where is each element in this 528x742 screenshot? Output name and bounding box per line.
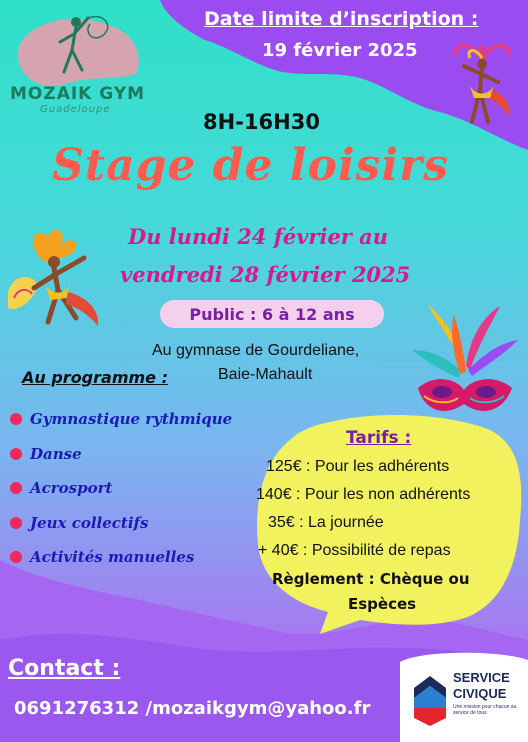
programme-item-label: Gymnastique rythmique (30, 410, 233, 429)
dates-line-2: vendredi 28 février 2025 (120, 262, 411, 287)
public-badge: Public : 6 à 12 ans (160, 300, 384, 328)
logo-name: MOZAIK GYM (10, 84, 146, 104)
tarif-line: 125€ : Pour les adhérents (266, 458, 450, 475)
reglement-line-2: Espèces (348, 595, 417, 613)
programme-item-label: Activités manuelles (30, 548, 195, 567)
hours: 8H-16H30 (203, 110, 320, 134)
venue-line-1: Au gymnase de Gourdeliane, (152, 342, 360, 359)
service-civique-line-2: CIVIQUE (453, 686, 507, 701)
deadline-label: Date limite d’inscription : (204, 8, 479, 30)
service-civique-line-1: SERVICE (453, 670, 510, 685)
deadline-date: 19 février 2025 (262, 40, 418, 61)
bullet-icon (10, 517, 22, 529)
tarif-line: + 40€ : Possibilité de repas (258, 542, 451, 559)
list-item (10, 506, 232, 541)
carnival-mask-icon (404, 300, 522, 432)
tarif-line: 35€ : La journée (268, 514, 384, 531)
list-item (10, 540, 232, 575)
programme-item-label: Danse (30, 444, 82, 463)
programme-item-label: Jeux collectifs (30, 513, 149, 532)
reglement-line-1: Règlement : Chèque ou (272, 570, 470, 588)
bullet-icon (10, 448, 22, 460)
venue-line-2: Baie-Mahault (218, 366, 313, 383)
programme-title: Au programme : (22, 368, 168, 387)
list-item (10, 402, 232, 437)
logo-subtitle: Guadeloupe (40, 104, 111, 115)
bullet-icon (10, 413, 22, 425)
contact-details: 0691276312 /mozaikgym@yahoo.fr (14, 698, 371, 719)
tarifs-title: Tarifs : (346, 428, 412, 448)
carnival-dancer-icon (4, 222, 114, 338)
bullet-icon (10, 482, 22, 494)
carnival-dancer-icon (442, 40, 522, 128)
list-item (10, 471, 232, 506)
contact-title: Contact : (8, 656, 121, 681)
bullet-icon (10, 551, 22, 563)
tarif-line: 140€ : Pour les non adhérents (256, 486, 471, 503)
service-civique-logo-icon (410, 668, 450, 726)
page-title: Stage de loisirs (52, 140, 449, 191)
programme-item-label: Acrosport (30, 479, 113, 498)
programme-list (10, 402, 232, 575)
dates-line-1: Du lundi 24 février au (128, 224, 389, 249)
service-civique-tagline: Une mission pour chacun au service de tous (453, 704, 517, 716)
list-item (10, 437, 232, 472)
